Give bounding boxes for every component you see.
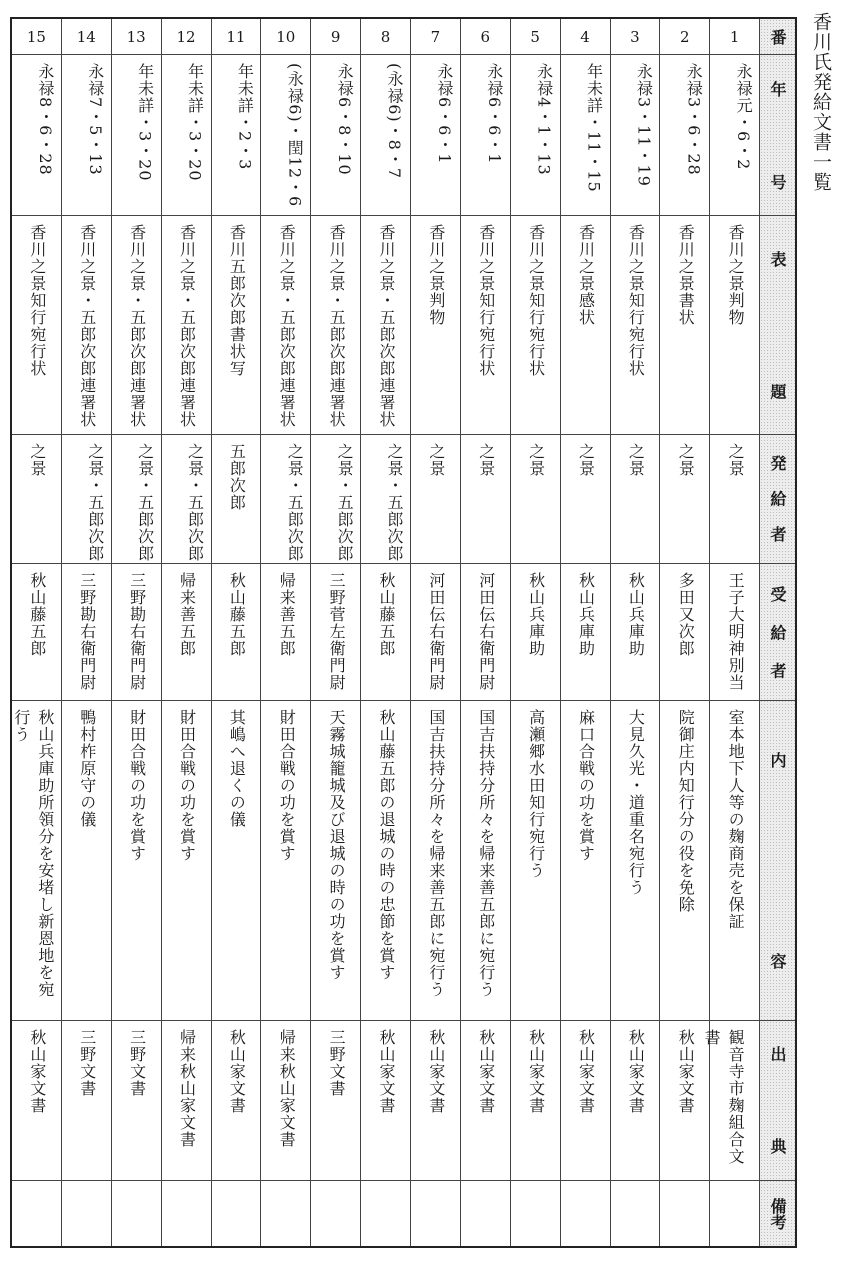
num-cell [561, 19, 610, 55]
issuer-text: 之景 [476, 443, 496, 477]
recipient-cell [411, 564, 460, 701]
recipient-cell [461, 564, 510, 701]
content-text: 鴨村柞原守の儀 [77, 709, 97, 828]
date-cell [62, 55, 111, 216]
num-text: 1 [729, 27, 740, 46]
header-issuer-cell [760, 435, 795, 564]
source-text: 秋山家文書 [377, 1029, 396, 1114]
date-text: (永禄6)・8・7 [385, 63, 404, 180]
content-text: 室本地下人等の麹商売を保証 [726, 709, 746, 930]
table-row [311, 19, 361, 1246]
heading-cell [660, 216, 709, 435]
num-text: 3 [630, 27, 640, 46]
recipient-text: 秋山兵庫助 [626, 572, 646, 657]
content-cell [112, 701, 161, 1021]
heading-text: 香川之景知行宛行状 [526, 224, 546, 377]
heading-cell [561, 216, 610, 435]
heading-text: 香川之景・五郎次郎連署状 [127, 224, 147, 428]
date-text: 年未詳・3・20 [135, 63, 155, 182]
table-row [411, 19, 461, 1246]
header-heading: 表題 [768, 250, 788, 400]
source-text: 観音寺市麹組合文書 [702, 1029, 746, 1165]
num-text: 2 [680, 27, 690, 46]
date-cell [411, 55, 460, 216]
heading-cell [411, 216, 460, 435]
source-text: 秋山家文書 [227, 1029, 247, 1114]
issuer-cell [12, 435, 61, 564]
issuer-text: 五郎次郎 [227, 443, 247, 511]
num-cell [12, 19, 61, 55]
num-text: 5 [530, 27, 540, 46]
heading-text: 香川之景・五郎次郎連署状 [327, 224, 347, 428]
header-notes: 備考 [768, 1197, 788, 1230]
num-text: 15 [26, 27, 46, 46]
table-row [162, 19, 212, 1246]
heading-cell [112, 216, 161, 435]
heading-cell [311, 216, 360, 435]
date-cell [261, 55, 310, 216]
recipient-text: 帰来善五郎 [177, 572, 197, 657]
num-cell [511, 19, 560, 55]
recipient-text: 秋山藤五郎 [377, 572, 396, 657]
num-cell [660, 19, 709, 55]
recipient-cell [611, 564, 660, 701]
heading-text: 香川之景・五郎次郎連署状 [277, 224, 297, 428]
recipient-cell [212, 564, 261, 701]
recipient-text: 河田伝右衛門尉 [426, 572, 446, 691]
recipient-cell [660, 564, 709, 701]
date-text: 永禄8・6・28 [35, 63, 55, 176]
documents-table [10, 17, 797, 1248]
num-text: 11 [226, 27, 246, 46]
source-text: 帰来秋山家文書 [177, 1029, 197, 1148]
content-text: 高瀬郷水田知行宛行う [526, 709, 546, 879]
heading-cell [361, 216, 410, 435]
content-cell [162, 701, 211, 1021]
date-text: 年未詳・3・20 [185, 63, 205, 182]
source-text: 秋山家文書 [426, 1029, 446, 1114]
table-row [561, 19, 611, 1246]
notes-cell [411, 1181, 460, 1246]
issuer-text: 之景 [676, 443, 696, 477]
issuer-text: 之景・五郎次郎 [285, 443, 305, 562]
issuer-cell [660, 435, 709, 564]
content-cell [660, 701, 709, 1021]
source-text: 秋山家文書 [626, 1029, 646, 1114]
header-heading-cell [760, 216, 795, 435]
issuer-text: 之景 [726, 443, 746, 477]
issuer-cell [411, 435, 460, 564]
num-cell [611, 19, 660, 55]
content-cell [461, 701, 510, 1021]
content-cell [511, 701, 560, 1021]
header-content-cell [760, 701, 795, 1021]
recipient-text: 多田又次郎 [676, 572, 696, 657]
date-text: 永禄元・6・2 [734, 63, 754, 171]
date-text: 年未詳・11・15 [584, 63, 604, 193]
notes-cell [361, 1181, 410, 1246]
date-text: 永禄4・1・13 [534, 63, 554, 176]
issuer-cell [611, 435, 660, 564]
notes-cell [62, 1181, 111, 1246]
heading-text: 香川之景判物 [726, 224, 746, 326]
issuer-text: 之景 [426, 443, 446, 477]
issuer-cell [112, 435, 161, 564]
content-text: 財田合戦の功を賞す [127, 709, 147, 862]
table-row [611, 19, 661, 1246]
source-cell [62, 1021, 111, 1181]
date-cell [511, 55, 560, 216]
date-cell [311, 55, 360, 216]
header-source: 出典 [768, 1046, 788, 1155]
num-text: 13 [126, 27, 146, 46]
num-text: 12 [176, 27, 196, 46]
table-row [12, 19, 62, 1246]
content-text: 国吉扶持分所々を帰来善五郎に宛行う [426, 709, 446, 998]
issuer-text: 之景 [576, 443, 596, 477]
header-num: 番 [768, 28, 788, 45]
notes-cell [461, 1181, 510, 1246]
table-row [62, 19, 112, 1246]
source-text: 秋山家文書 [676, 1029, 696, 1114]
page-title: 香川氏発給文書一覧 [810, 12, 832, 192]
recipient-cell [62, 564, 111, 701]
date-text: 永禄7・5・13 [85, 63, 105, 176]
heading-text: 香川之景知行宛行状 [626, 224, 646, 377]
issuer-text: 之景・五郎次郎 [135, 443, 155, 562]
num-cell [162, 19, 211, 55]
content-cell [611, 701, 660, 1021]
source-cell [12, 1021, 61, 1181]
table-row [511, 19, 561, 1246]
content-cell [62, 701, 111, 1021]
issuer-cell [361, 435, 410, 564]
content-cell [361, 701, 410, 1021]
recipient-text: 三野菅左衛門尉 [327, 572, 347, 691]
issuer-cell [461, 435, 510, 564]
content-cell [261, 701, 310, 1021]
date-text: 永禄3・11・19 [634, 63, 654, 187]
date-cell [162, 55, 211, 216]
notes-cell [261, 1181, 310, 1246]
issuer-text: 之景 [626, 443, 646, 477]
num-text: 6 [480, 27, 491, 46]
heading-cell [212, 216, 261, 435]
issuer-cell [561, 435, 610, 564]
source-text: 秋山家文書 [27, 1029, 47, 1114]
num-text: 10 [276, 27, 296, 46]
header-source-cell [760, 1021, 795, 1181]
content-cell [411, 701, 460, 1021]
notes-cell [611, 1181, 660, 1246]
table-row [461, 19, 511, 1246]
issuer-cell [511, 435, 560, 564]
content-cell [311, 701, 360, 1021]
header-content: 内容 [768, 752, 788, 969]
header-issuer: 発給者 [768, 455, 788, 543]
heading-cell [12, 216, 61, 435]
heading-cell [710, 216, 759, 435]
heading-text: 香川之景知行宛行状 [27, 224, 47, 377]
date-cell [461, 55, 510, 216]
date-text: 永禄6・6・1 [484, 63, 504, 165]
num-cell [311, 19, 360, 55]
issuer-text: 之景 [526, 443, 546, 477]
table-row [361, 19, 411, 1246]
date-text: 年未詳・2・3 [235, 63, 255, 171]
header-column [760, 19, 795, 1246]
num-cell [261, 19, 310, 55]
notes-cell [561, 1181, 610, 1246]
heading-cell [162, 216, 211, 435]
heading-text: 香川之景・五郎次郎連署状 [77, 224, 97, 428]
recipient-cell [12, 564, 61, 701]
heading-cell [461, 216, 510, 435]
num-cell [62, 19, 111, 55]
heading-text: 香川之景・五郎次郎連署状 [177, 224, 197, 428]
date-cell [361, 55, 410, 216]
source-text: 秋山家文書 [476, 1029, 496, 1114]
recipient-cell [112, 564, 161, 701]
date-cell [561, 55, 610, 216]
date-cell [611, 55, 660, 216]
source-cell [162, 1021, 211, 1181]
content-text: 麻口合戦の功を賞す [576, 709, 596, 862]
recipient-cell [710, 564, 759, 701]
source-text: 秋山家文書 [576, 1029, 596, 1114]
heading-text: 香川之景感状 [576, 224, 596, 326]
notes-cell [212, 1181, 261, 1246]
recipient-text: 秋山藤五郎 [227, 572, 247, 657]
table-row [112, 19, 162, 1246]
recipient-text: 三野勘右衛門尉 [127, 572, 147, 691]
source-cell [511, 1021, 560, 1181]
heading-text: 香川之景・五郎次郎連署状 [377, 224, 396, 428]
heading-cell [62, 216, 111, 435]
date-cell [212, 55, 261, 216]
header-recipient-cell [760, 564, 795, 701]
heading-text: 香川之景知行宛行状 [476, 224, 496, 377]
num-text: 7 [430, 27, 441, 46]
notes-cell [511, 1181, 560, 1246]
header-notes-cell [760, 1181, 795, 1246]
num-cell [710, 19, 759, 55]
content-text: 財田合戦の功を賞す [277, 709, 297, 862]
heading-cell [511, 216, 560, 435]
source-cell [461, 1021, 510, 1181]
issuer-text: 之景・五郎次郎 [85, 443, 105, 562]
source-text: 秋山家文書 [526, 1029, 546, 1114]
source-text: 三野文書 [77, 1029, 97, 1097]
date-text: 永禄3・6・28 [684, 63, 704, 176]
heading-cell [611, 216, 660, 435]
issuer-text: 之景・五郎次郎 [335, 443, 355, 562]
num-text: 9 [330, 27, 341, 46]
table-row [212, 19, 262, 1246]
header-num-cell [760, 19, 795, 55]
source-cell [411, 1021, 460, 1181]
recipient-text: 河田伝右衛門尉 [476, 572, 496, 691]
heading-cell [261, 216, 310, 435]
date-cell [112, 55, 161, 216]
num-text: 4 [580, 27, 590, 46]
notes-cell [710, 1181, 759, 1246]
source-cell [361, 1021, 410, 1181]
notes-cell [12, 1181, 61, 1246]
num-cell [361, 19, 410, 55]
source-text: 帰来秋山家文書 [277, 1029, 297, 1148]
num-text: 8 [380, 27, 391, 46]
notes-cell [311, 1181, 360, 1246]
issuer-cell [162, 435, 211, 564]
content-cell [212, 701, 261, 1021]
source-cell [702, 1021, 759, 1181]
heading-text: 香川五郎次郎書状写 [227, 224, 247, 377]
num-cell [461, 19, 510, 55]
recipient-cell [561, 564, 610, 701]
content-text: 天霧城籠城及び退城の時の功を賞す [327, 709, 347, 981]
notes-cell [162, 1181, 211, 1246]
source-cell [112, 1021, 161, 1181]
recipient-text: 三野勘右衛門尉 [77, 572, 97, 691]
header-recipient: 受給者 [768, 585, 788, 679]
num-text: 14 [76, 27, 96, 46]
table-row [261, 19, 311, 1246]
content-text: 院御庄内知行分の役を免除 [676, 709, 696, 913]
recipient-text: 帰来善五郎 [277, 572, 297, 657]
content-cell [561, 701, 610, 1021]
content-text: 財田合戦の功を賞す [177, 709, 197, 862]
date-text: (永禄6)・閏12・6 [285, 63, 305, 208]
header-date: 年号 [768, 80, 788, 190]
source-cell [311, 1021, 360, 1181]
issuer-cell [710, 435, 759, 564]
content-text: 国吉扶持分所々を帰来善五郎に宛行う [476, 709, 496, 998]
recipient-text: 秋山藤五郎 [27, 572, 47, 657]
content-text: 秋山兵庫助所領分を安堵し新恩地を宛行う [11, 709, 55, 998]
num-cell [411, 19, 460, 55]
notes-cell [112, 1181, 161, 1246]
issuer-text: 之景・五郎次郎 [185, 443, 205, 562]
recipient-cell [511, 564, 560, 701]
content-cell [12, 701, 61, 1021]
source-text: 三野文書 [327, 1029, 347, 1097]
issuer-cell [311, 435, 360, 564]
issuer-cell [212, 435, 261, 564]
num-cell [212, 19, 261, 55]
source-cell [561, 1021, 610, 1181]
source-cell [261, 1021, 310, 1181]
date-text: 永禄6・6・1 [434, 63, 454, 165]
table-row [702, 19, 760, 1246]
heading-text: 香川之景書状 [676, 224, 696, 326]
recipient-cell [311, 564, 360, 701]
issuer-cell [261, 435, 310, 564]
content-text: 秋山藤五郎の退城の時の忠節を賞す [377, 709, 396, 981]
header-date-cell [760, 55, 795, 216]
recipient-text: 秋山兵庫助 [576, 572, 596, 657]
recipient-cell [162, 564, 211, 701]
num-cell [112, 19, 161, 55]
heading-text: 香川之景判物 [426, 224, 446, 326]
recipient-text: 王子大明神別当 [726, 572, 746, 691]
content-text: 大見久光・道重名宛行う [626, 709, 646, 896]
source-text: 三野文書 [127, 1029, 147, 1097]
date-text: 永禄6・8・10 [335, 63, 355, 176]
issuer-text: 之景・五郎次郎 [385, 443, 404, 562]
recipient-cell [361, 564, 410, 701]
date-cell [710, 55, 759, 216]
content-cell [710, 701, 759, 1021]
notes-cell [660, 1181, 709, 1246]
issuer-cell [62, 435, 111, 564]
recipient-text: 秋山兵庫助 [526, 572, 546, 657]
recipient-cell [261, 564, 310, 701]
issuer-text: 之景 [27, 443, 47, 477]
source-cell [212, 1021, 261, 1181]
content-text: 其嶋へ退くの儀 [227, 709, 247, 828]
date-cell [660, 55, 709, 216]
source-cell [611, 1021, 660, 1181]
date-cell [12, 55, 61, 216]
